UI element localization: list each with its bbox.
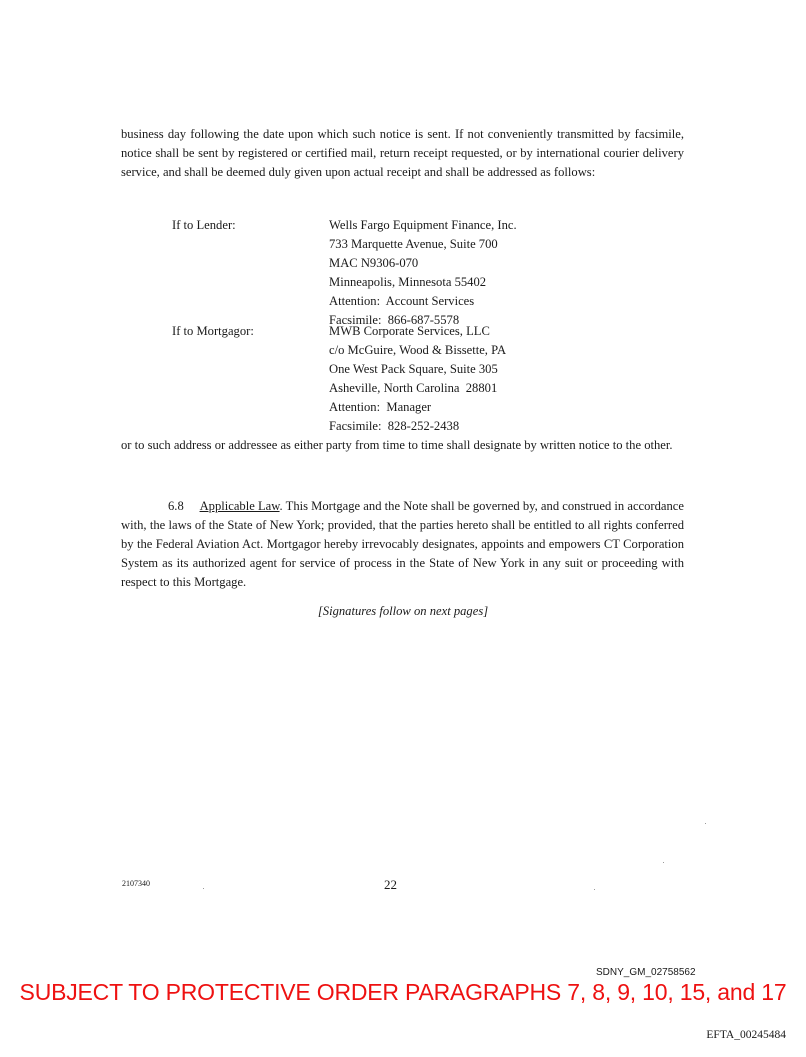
document-id: 2107340 xyxy=(122,879,150,888)
section-text: . This Mortgage and the Note shall be governed by, and construed in accordance with, the laws of the State of New York; provided, that the parties hereto shall be entitled to all rights conferred by the Federal Aviation Act. Mortgagor hereby irrevocably designates, appoints and empowers CT Corporation System as its authorized agent for service of process in the State of New York in any suit or proceeding with respect to this Mortgage. xyxy=(121,499,684,589)
lender-line: Wells Fargo Equipment Finance, Inc. xyxy=(329,218,517,232)
scan-speck xyxy=(203,888,204,889)
lender-line: 733 Marquette Avenue, Suite 700 xyxy=(329,237,498,251)
lender-line: MAC N9306-070 xyxy=(329,256,419,270)
mortgagor-label: If to Mortgagor: xyxy=(172,324,254,338)
section-number: 6.8 xyxy=(168,499,184,513)
mortgagor-address-lines xyxy=(329,322,506,436)
scan-speck xyxy=(663,862,664,863)
lender-label: If to Lender: xyxy=(172,218,236,232)
lender-line: Minneapolis, Minnesota 55402 xyxy=(329,275,487,289)
protective-order-notice: SUBJECT TO PROTECTIVE ORDER PARAGRAPHS 7, 8, 9, 10, 15, and 17 xyxy=(19,979,787,1005)
signature-note: [Signatures follow on next pages] xyxy=(317,604,489,618)
mortgagor-line: Facsimile: 828-252-2438 xyxy=(329,419,460,433)
mortgagor-line: Asheville, North Carolina 28801 xyxy=(329,381,498,395)
scan-speck xyxy=(594,889,595,890)
page-number: 22 xyxy=(384,877,397,892)
mortgagor-line: c/o McGuire, Wood & Bissette, PA xyxy=(329,343,507,357)
lender-line: Facsimile: 866-687-5578 xyxy=(329,313,460,327)
mortgagor-line: Attention: Manager xyxy=(329,400,432,414)
section-heading: Applicable Law xyxy=(199,499,280,513)
scan-speck xyxy=(705,823,706,824)
bates-number: SDNY_GM_02758562 xyxy=(596,967,696,978)
lender-address-lines xyxy=(329,216,517,330)
section-6-8-paragraph xyxy=(121,497,684,592)
intro-paragraph: business day following the date upon which such notice is sent. If not conveniently transmitted by facsimile, notice shall be sent by registered or certified mail, return receipt requested, or by international courier delivery service, and shall be deemed duly given upon actual receipt and shall be addressed as follows: xyxy=(121,127,684,179)
mortgagor-line: One West Pack Square, Suite 305 xyxy=(329,362,498,376)
closing-paragraph: or to such address or addressee as either party from time to time shall designate by written notice to the other. xyxy=(121,438,673,452)
efta-number: EFTA_00245484 xyxy=(706,1029,786,1041)
mortgagor-line: MWB Corporate Services, LLC xyxy=(329,324,490,338)
lender-line: Attention: Account Services xyxy=(329,294,475,308)
